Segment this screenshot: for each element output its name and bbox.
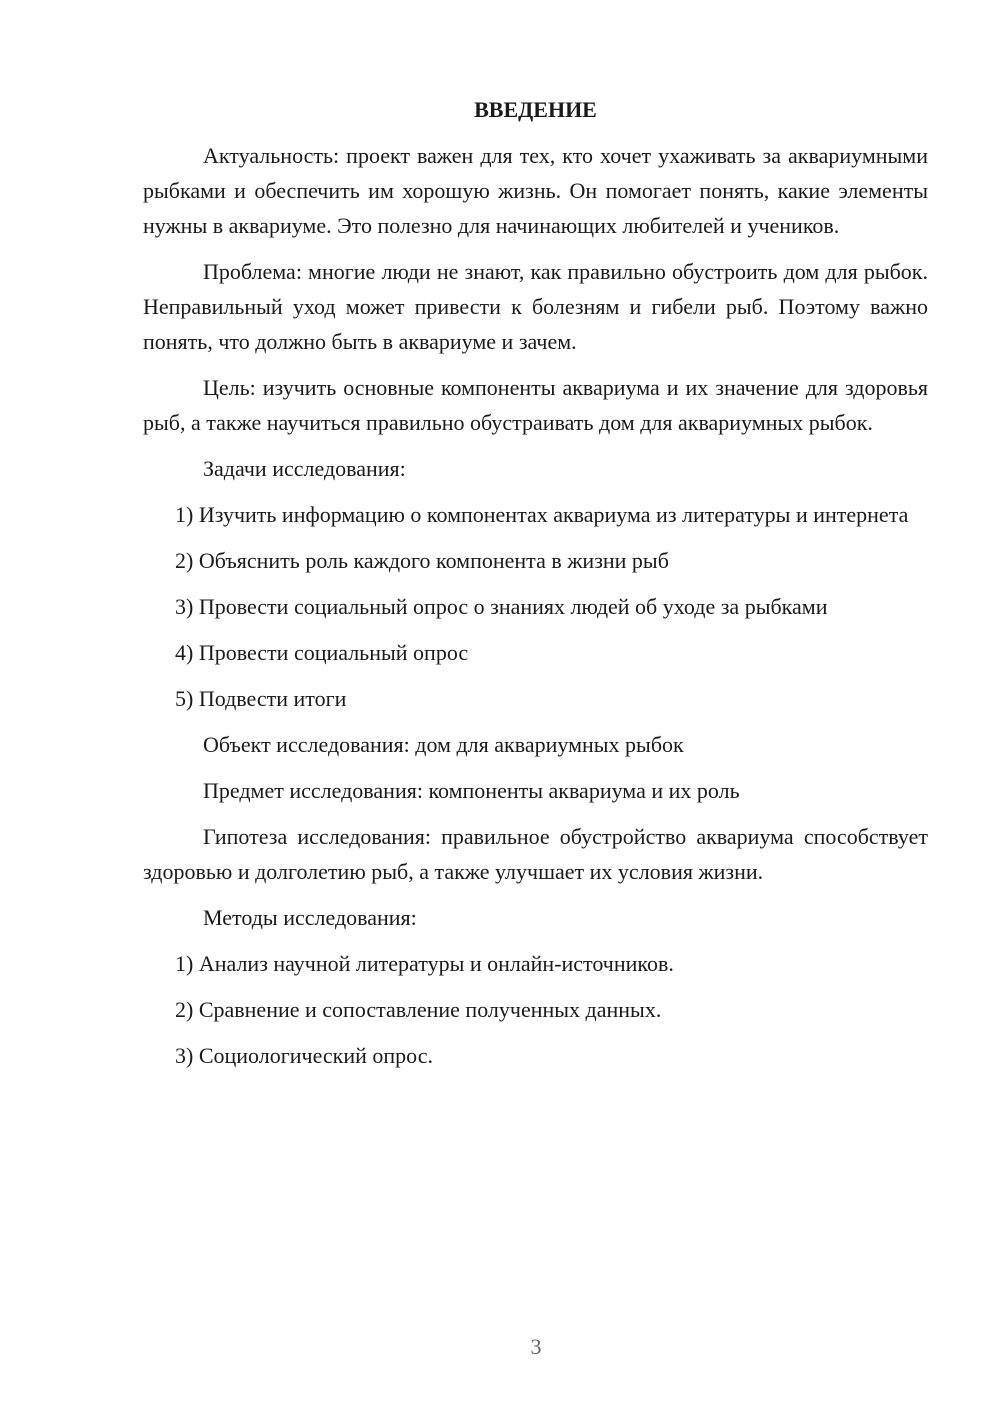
method-item-3: 3) Социологический опрос. bbox=[175, 1043, 433, 1068]
problem-paragraph: Проблема: многие люди не знают, как правильно обустроить дом для рыбок. Неправильный уход может привести к болезням и гибели рыб. Поэтому важно понять, что должно быть в аквариуме и зачем. bbox=[143, 259, 928, 354]
section-title: ВВЕДЕНИЕ bbox=[474, 97, 597, 122]
task-item-5: 5) Подвести итоги bbox=[175, 686, 347, 711]
task-item-3: 3) Провести социальный опрос о знаниях людей об уходе за рыбками bbox=[175, 594, 828, 619]
method-item-1: 1) Анализ научной литературы и онлайн-источников. bbox=[175, 951, 674, 976]
research-subject: Предмет исследования: компоненты аквариума и их роль bbox=[203, 778, 740, 803]
task-item-1: 1) Изучить информацию о компонентах аквариума из литературы и интернета bbox=[175, 502, 909, 527]
research-object: Объект исследования: дом для аквариумных рыбок bbox=[203, 732, 684, 757]
goal-paragraph: Цель: изучить основные компоненты аквариума и их значение для здоровья рыб, а также научиться правильно обустраивать дом для аквариумных рыбок. bbox=[143, 375, 928, 435]
method-item-2: 2) Сравнение и сопоставление полученных данных. bbox=[175, 997, 662, 1022]
hypothesis-paragraph: Гипотеза исследования: правильное обустройство аквариума способствует здоровью и долголетию рыб, а также улучшает их условия жизни. bbox=[143, 824, 928, 884]
tasks-heading: Задачи исследования: bbox=[203, 456, 406, 481]
page-number: 3 bbox=[530, 1334, 542, 1359]
page-content bbox=[143, 92, 928, 1084]
methods-heading: Методы исследования: bbox=[203, 905, 417, 930]
task-item-2: 2) Объяснить роль каждого компонента в жизни рыб bbox=[175, 548, 669, 573]
relevance-paragraph: Актуальность: проект важен для тех, кто хочет ухаживать за аквариумными рыбками и обеспечить им хорошую жизнь. Он помогает понять, какие элементы нужны в аквариуме. Это полезно для начинающих любителей и учеников. bbox=[143, 143, 928, 238]
task-item-4: 4) Провести социальный опрос bbox=[175, 640, 469, 665]
